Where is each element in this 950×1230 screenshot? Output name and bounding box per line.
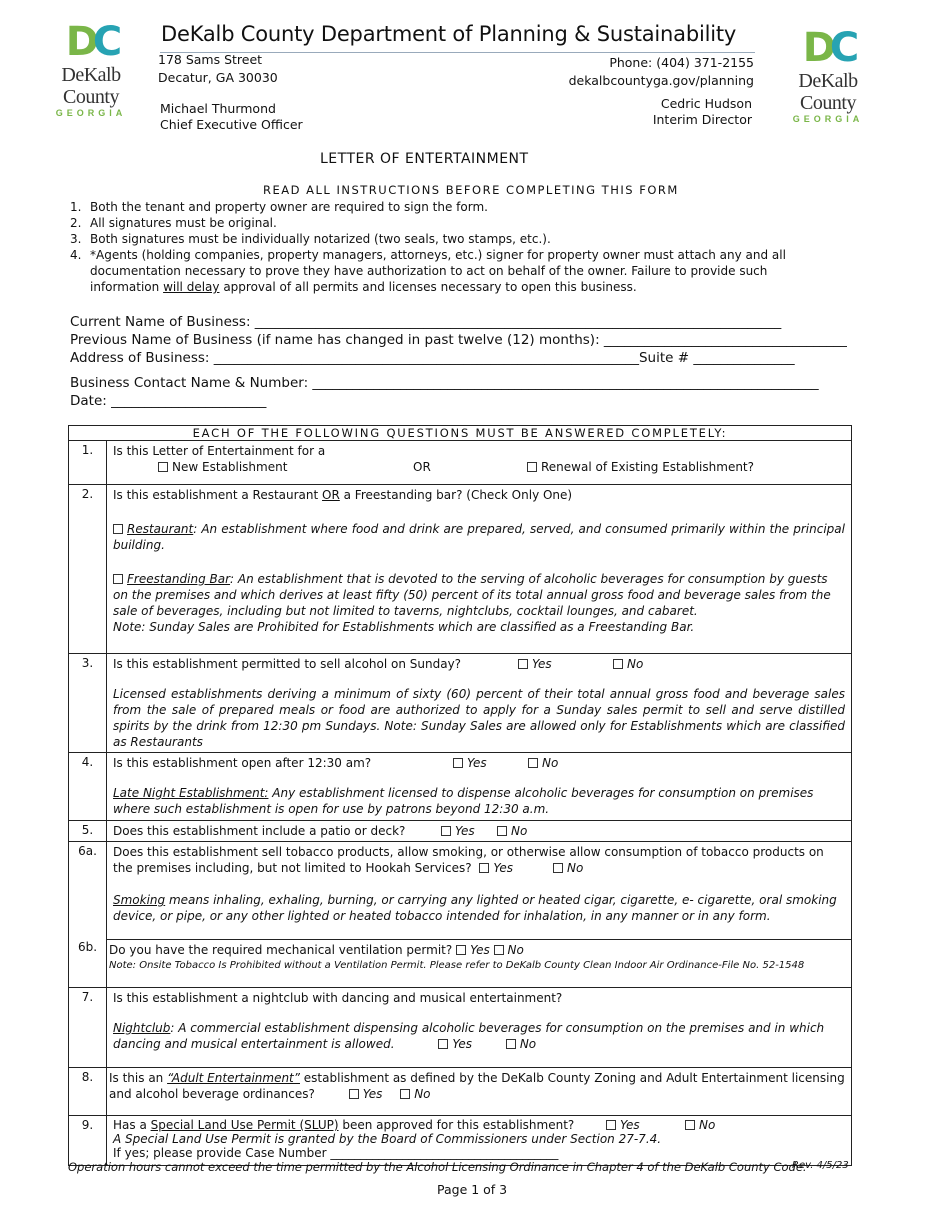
- renewal-option[interactable]: Renewal of Existing Establishment?: [527, 459, 754, 475]
- document-title: LETTER OF ENTERTAINMENT: [320, 151, 529, 167]
- patio-no[interactable]: No: [497, 823, 527, 839]
- address-line1: 178 Sams Street: [158, 52, 263, 67]
- ceo-title: Chief Executive Officer: [160, 117, 303, 132]
- ceo-name: Michael Thurmond: [160, 101, 276, 116]
- instructions-heading: READ ALL INSTRUCTIONS BEFORE COMPLETING THIS FORM: [263, 183, 679, 197]
- late-night-yes[interactable]: Yes: [453, 755, 487, 771]
- sunday-yes[interactable]: Yes: [518, 656, 552, 672]
- checkbox-icon[interactable]: [438, 1039, 448, 1049]
- freestanding-bar-option[interactable]: Freestanding Bar: An establishment that is devoted to the serving of alcoholic beverages for consumption by guests on the premises and which derives at least fifty (50) percent of its total annual gross food and beverage sales from the sale of beverages, including but not limited to taverns, nightclubs, cocktail lounges, and cabaret.: [113, 572, 831, 618]
- instruction-item: 2. All signatures must be original.: [70, 216, 277, 230]
- checkbox-icon[interactable]: [158, 462, 168, 472]
- ventilation-yes[interactable]: Yes: [456, 943, 490, 957]
- instruction-item: 4. *Agents (holding companies, property managers, attorneys, etc.) signer for property owner must attach any and all documentation necessary to prove they have authorization to act on behalf of the owner. Failure to provide such information will delay approval of all permits and licenses necessary to open this business.: [70, 248, 786, 294]
- table-row: 2. Is this establishment a Restaurant OR a Freestanding bar? (Check Only One) Restaurant: An establishment where food and drink are prepared, served, and consumed primarily within the principal building. Freestanding Bar: An establishment that is devoted to the serving of alcoholic beverages for consumption by guests on the premises and which derives at least fifty (50) percent of its total annual gross food and beverage sales from the sale of beverages, including but not limited to taverns, nightclubs, cocktail lounges, and cabaret. Note: Sunday Sales are Prohibited for Establishments which are classified as a Freestanding Bar.: [69, 485, 852, 654]
- tobacco-no[interactable]: No: [553, 861, 583, 875]
- checkbox-icon[interactable]: [441, 826, 451, 836]
- table-row: 3. Is this establishment permitted to sell alcohol on Sunday? Yes No Licensed establishments deriving a minimum of sixty (60) percent of their total annual gross food and beverage sales from the sale of prepared meals or food are authorized to apply for a Sunday sales permit to sell and serve distilled spirits by the drink from 12:30 pm Sundays. Note: Sunday Sales are allowed only for Establishments which are classified as Restaurants: [69, 654, 852, 753]
- adult-no[interactable]: No: [400, 1087, 430, 1101]
- dekalb-logo-right: DC DeKalb County GEORGIA: [773, 28, 883, 124]
- slup-yes[interactable]: Yes: [606, 1118, 640, 1132]
- instruction-item: 1. Both the tenant and property owner are required to sign the form.: [70, 200, 488, 214]
- footer-note: Operation hours cannot exceed the time permitted by the Alcohol Licensing Ordinance in Chapter 4 of the DeKalb County Code.: [68, 1160, 807, 1174]
- checkbox-icon[interactable]: [400, 1089, 410, 1099]
- restaurant-option[interactable]: Restaurant: An establishment where food and drink are prepared, served, and consumed primarily within the principal building.: [113, 522, 845, 552]
- address-line2: Decatur, GA 30030: [158, 70, 278, 85]
- table-row: 6a. Does this establishment sell tobacco products, allow smoking, or otherwise allow consumption of tobacco products on the premises including, but not limited to Hookah Services? Yes No Smoking means inhaling, exhaling, burning, or carrying any lighted or heated cigar, cigarette, e- cigarette, oral smoking device, or pipe, or any other lighted or heated tobacco intended for inhalation, in any manner or in any form.: [69, 842, 852, 940]
- checkbox-icon[interactable]: [349, 1089, 359, 1099]
- checkbox-icon[interactable]: [553, 863, 563, 873]
- table-row: 5. Does this establishment include a patio or deck? Yes No: [69, 821, 852, 842]
- revision: Rev. 4/5/23: [792, 1160, 849, 1171]
- department-title: DeKalb County Department of Planning & Sustainability: [161, 22, 737, 46]
- checkbox-icon[interactable]: [527, 462, 537, 472]
- logo-county-name: DeKalb County: [798, 70, 858, 114]
- table-row: 4. Is this establishment open after 12:30 am? Yes No Late Night Establishment: Any establishment licensed to dispense alcoholic beverages for consumption on premises where such establishment is open for use by patrons beyond 12:30 a.m.: [69, 753, 852, 821]
- checkbox-icon[interactable]: [497, 826, 507, 836]
- director-title: Interim Director: [652, 112, 752, 127]
- checkbox-icon[interactable]: [494, 945, 504, 955]
- tobacco-yes[interactable]: Yes: [475, 861, 512, 875]
- current-name-field[interactable]: Current Name of Business: ______________________________________________________________________________: [70, 314, 782, 330]
- ventilation-no[interactable]: No: [494, 943, 524, 957]
- table-row: 1. Is this Letter of Entertainment for a New Establishment OR Renewal of Existing Establishment?: [69, 441, 852, 485]
- adult-yes[interactable]: Yes: [349, 1087, 383, 1101]
- dekalb-logo-left: DC DeKalb County GEORGIA: [36, 22, 146, 118]
- checkbox-icon[interactable]: [456, 945, 466, 955]
- address-field[interactable]: Address of Business: _______________________________________________________________Suite # _______________: [70, 350, 795, 366]
- logo-state-name: GEORGIA: [55, 108, 127, 118]
- checkbox-icon[interactable]: [113, 574, 123, 584]
- questions-table: [68, 425, 852, 1166]
- table-row: 7. Is this establishment a nightclub with dancing and musical entertainment? Nightclub: A commercial establishment dispensing alcoholic beverages for consumption on the premises and in which dancing and musical entertainment is allowed. Yes No: [69, 988, 852, 1068]
- website: dekalbcountyga.gov/planning: [568, 73, 754, 88]
- nightclub-yes[interactable]: Yes: [438, 1037, 472, 1051]
- checkbox-icon[interactable]: [518, 659, 528, 669]
- table-row: 8. Is this an “Adult Entertainment” establishment as defined by the DeKalb County Zoning and Adult Entertainment licensing and alcohol beverage ordinances? Yes No: [69, 1068, 852, 1116]
- logo-county-name: DeKalb County: [61, 64, 121, 108]
- checkbox-icon[interactable]: [606, 1120, 616, 1130]
- sunday-no[interactable]: No: [613, 656, 643, 672]
- checkbox-icon[interactable]: [113, 524, 123, 534]
- late-night-no[interactable]: No: [528, 755, 558, 771]
- previous-name-field[interactable]: Previous Name of Business (if name has changed in past twelve (12) months): ____________________________________: [70, 332, 847, 348]
- instructions-list: [70, 199, 830, 295]
- checkbox-icon[interactable]: [506, 1039, 516, 1049]
- patio-yes[interactable]: Yes: [441, 823, 475, 839]
- contact-field[interactable]: Business Contact Name & Number: ___________________________________________________________________________: [70, 375, 819, 391]
- checkbox-icon[interactable]: [613, 659, 623, 669]
- phone: Phone: (404) 371-2155: [609, 55, 754, 70]
- checkbox-icon[interactable]: [685, 1120, 695, 1130]
- director-name: Cedric Hudson: [660, 96, 752, 111]
- table-heading: EACH OF THE FOLLOWING QUESTIONS MUST BE ANSWERED COMPLETELY:: [69, 426, 852, 441]
- checkbox-icon[interactable]: [479, 863, 489, 873]
- checkbox-icon[interactable]: [453, 758, 463, 768]
- slup-no[interactable]: No: [685, 1118, 715, 1132]
- instruction-item: 3. Both signatures must be individually notarized (two seals, two stamps, etc.).: [70, 232, 551, 246]
- table-row: 6b. Do you have the required mechanical ventilation permit? Yes No Note: Onsite Tobacco Is Prohibited without a Ventilation Permit. Please refer to DeKalb County Clean Indoor Air Ordinance-File No. 52-1548: [69, 940, 852, 988]
- logo-state-name: GEORGIA: [792, 114, 864, 124]
- table-row: 9. Has a Special Land Use Permit (SLUP) been approved for this establishment? Yes No A Special Land Use Permit is granted by the Board of Commissioners under Section 27-7.4. If yes; please provide Case Number ______________________________________: [69, 1116, 852, 1166]
- case-number-field[interactable]: If yes; please provide Case Number ______________________________________: [113, 1146, 559, 1160]
- new-establishment-option[interactable]: New Establishment: [158, 459, 287, 475]
- checkbox-icon[interactable]: [528, 758, 538, 768]
- nightclub-no[interactable]: No: [506, 1037, 536, 1051]
- page-number: Page 1 of 3: [437, 1182, 508, 1197]
- date-field[interactable]: Date: _______________________: [70, 393, 267, 409]
